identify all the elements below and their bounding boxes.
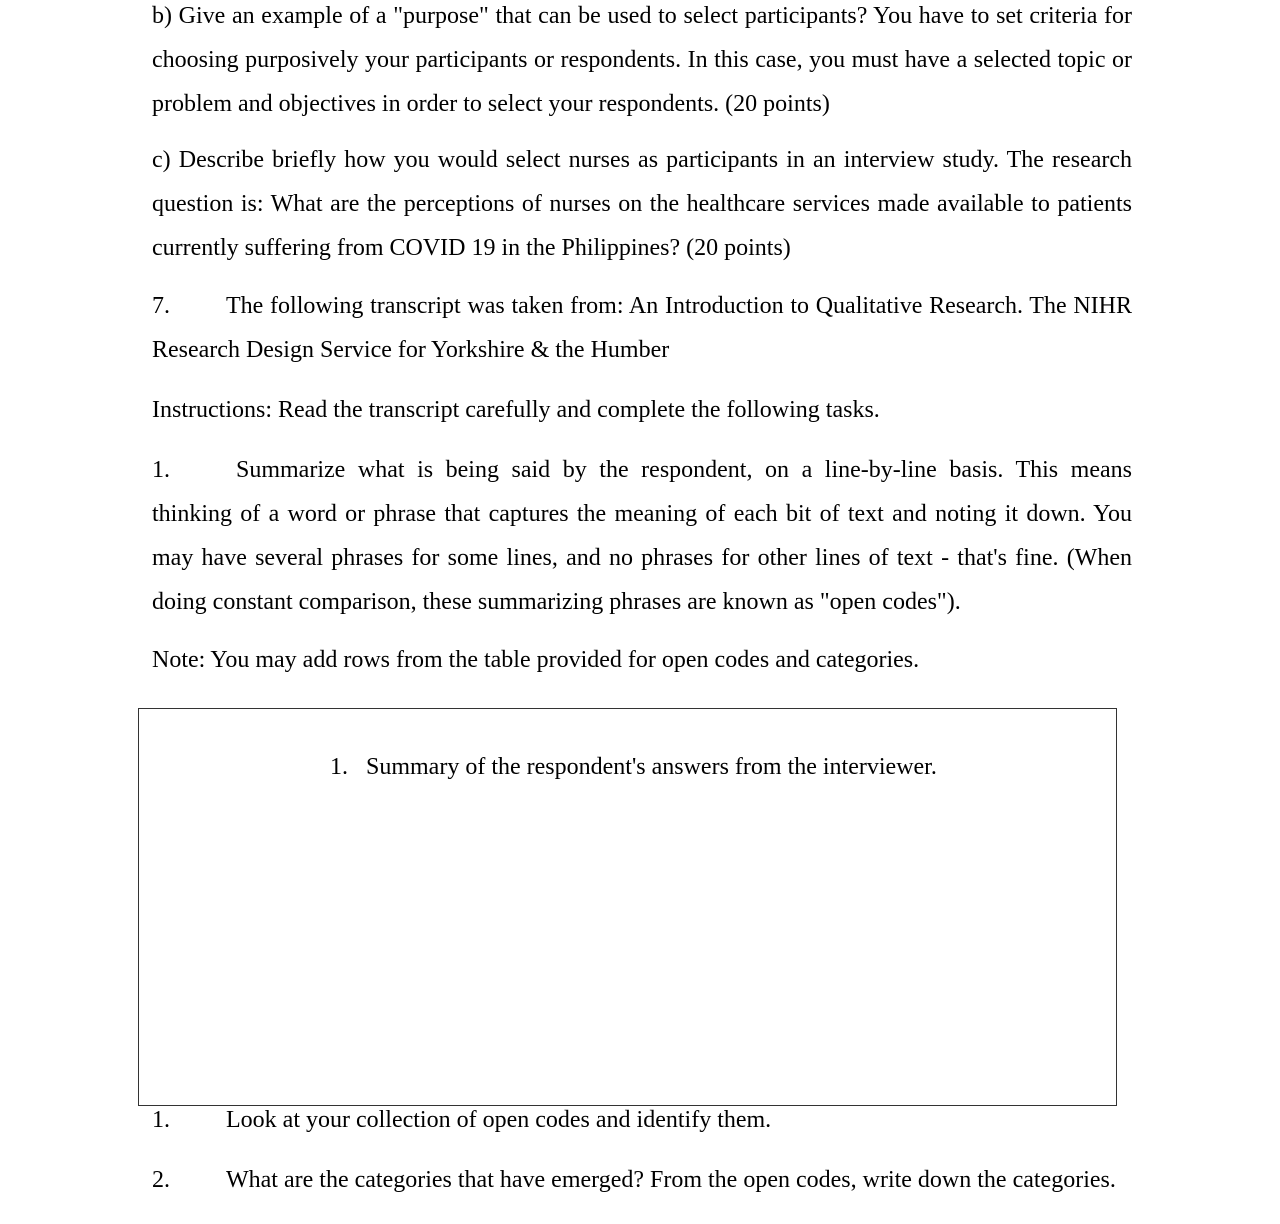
task-1-number: 1. [152,457,170,483]
question-c [152,138,1132,270]
instructions-text: Instructions: Read the transcript carefully and complete the following tasks. [152,397,880,423]
answer-box-item-text: Summary of the respondent's answers from the interviewer. [366,754,937,780]
question-c-text: c) Describe briefly how you would select nurses as participants in an interview study. The research question is: What are the perceptions of nurses on the healthcare services made available to patients currently suffering from COVID 19 in the Philippines? (20 points) [152,147,1132,261]
answer-box[interactable] [138,708,1117,1106]
item-7-text: The following transcript was taken from: An Introduction to Qualitative Research. The NIHR Research Design Service for Yorkshire & the Humber [152,293,1132,363]
answer-box-item [330,751,937,783]
instructions [152,388,1132,432]
task-after-2 [152,1158,1132,1202]
task-after-1-number: 1. [152,1107,170,1133]
question-b-text: b) Give an example of a "purpose" that can be used to select participants? You have to set criteria for choosing purposively your participants or respondents. In this case, you must have a selected topic or problem and objectives in order to select your respondents. (20 points) [152,3,1132,117]
task-1 [152,448,1132,624]
answer-box-item-number: 1. [330,754,348,780]
task-1-text: Summarize what is being said by the respondent, on a line-by-line basis. This means thinking of a word or phrase that captures the meaning of each bit of text and noting it down. You may have several phrases for some lines, and no phrases for other lines of text - that's fine. (When doing constant comparison, these summarizing phrases are known as "open codes"). [152,457,1132,615]
question-b [152,0,1132,126]
note-text: Note: You may add rows from the table provided for open codes and categories. [152,647,920,673]
task-after-2-number: 2. [152,1167,170,1193]
note [152,638,1132,682]
task-after-1 [152,1098,1132,1142]
task-after-2-text: What are the categories that have emerged? From the open codes, write down the categories. [226,1167,1116,1193]
task-after-1-text: Look at your collection of open codes and identify them. [226,1107,772,1133]
item-7 [152,284,1132,372]
item-7-number: 7. [152,293,170,319]
